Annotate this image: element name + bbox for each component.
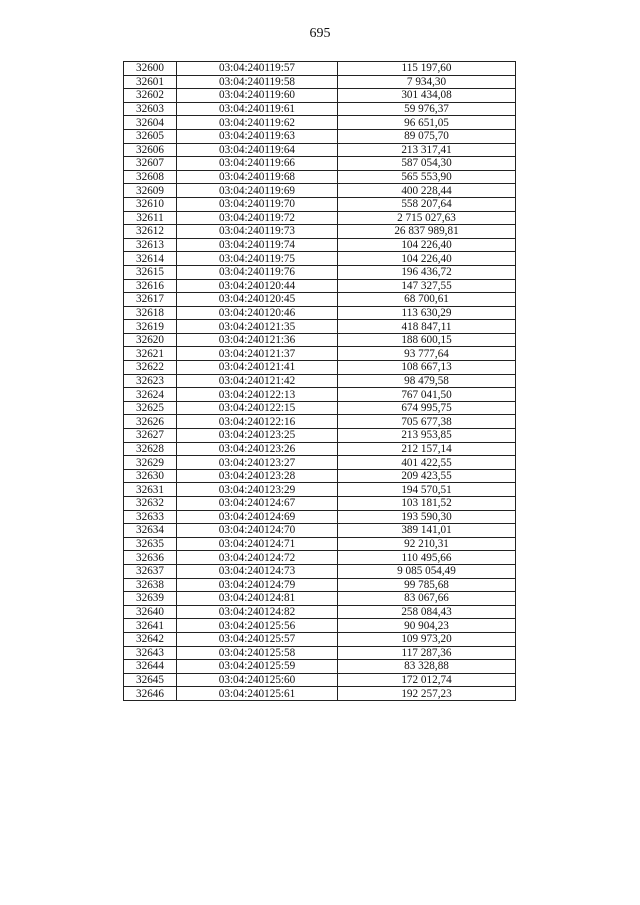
value-cell: 68 700,61 <box>338 293 516 307</box>
row-number-cell: 32641 <box>124 619 177 633</box>
cadastral-number-cell: 03:04:240119:70 <box>177 197 338 211</box>
table-row <box>124 687 516 701</box>
cadastral-value-table <box>123 61 516 701</box>
row-number-cell: 32624 <box>124 388 177 402</box>
cadastral-number-cell: 03:04:240123:28 <box>177 469 338 483</box>
value-cell: 418 847,11 <box>338 320 516 334</box>
cadastral-number-cell: 03:04:240123:25 <box>177 429 338 443</box>
table-row <box>124 605 516 619</box>
row-number-cell: 32618 <box>124 306 177 320</box>
value-cell: 400 228,44 <box>338 184 516 198</box>
value-cell: 212 157,14 <box>338 442 516 456</box>
table-row <box>124 619 516 633</box>
table-row <box>124 293 516 307</box>
value-cell: 147 327,55 <box>338 279 516 293</box>
cadastral-number-cell: 03:04:240124:71 <box>177 537 338 551</box>
table-row <box>124 157 516 171</box>
cadastral-number-cell: 03:04:240119:76 <box>177 265 338 279</box>
row-number-cell: 32621 <box>124 347 177 361</box>
value-cell: 83 067,66 <box>338 592 516 606</box>
row-number-cell: 32610 <box>124 197 177 211</box>
table-row <box>124 578 516 592</box>
row-number-cell: 32633 <box>124 510 177 524</box>
cadastral-number-cell: 03:04:240122:13 <box>177 388 338 402</box>
cadastral-number-cell: 03:04:240119:75 <box>177 252 338 266</box>
row-number-cell: 32619 <box>124 320 177 334</box>
value-cell: 90 904,23 <box>338 619 516 633</box>
cadastral-number-cell: 03:04:240119:73 <box>177 225 338 239</box>
table-row <box>124 333 516 347</box>
row-number-cell: 32634 <box>124 524 177 538</box>
value-cell: 558 207,64 <box>338 197 516 211</box>
table-row <box>124 524 516 538</box>
cadastral-number-cell: 03:04:240122:15 <box>177 401 338 415</box>
cadastral-number-cell: 03:04:240121:35 <box>177 320 338 334</box>
value-cell: 705 677,38 <box>338 415 516 429</box>
row-number-cell: 32637 <box>124 564 177 578</box>
row-number-cell: 32627 <box>124 429 177 443</box>
table-row <box>124 401 516 415</box>
row-number-cell: 32615 <box>124 265 177 279</box>
cadastral-number-cell: 03:04:240119:58 <box>177 75 338 89</box>
table-row <box>124 238 516 252</box>
table-row <box>124 265 516 279</box>
value-cell: 196 436,72 <box>338 265 516 279</box>
row-number-cell: 32644 <box>124 660 177 674</box>
table-row <box>124 75 516 89</box>
value-cell: 103 181,52 <box>338 497 516 511</box>
cadastral-number-cell: 03:04:240119:61 <box>177 102 338 116</box>
cadastral-number-cell: 03:04:240125:59 <box>177 660 338 674</box>
row-number-cell: 32645 <box>124 673 177 687</box>
value-cell: 92 210,31 <box>338 537 516 551</box>
value-cell: 587 054,30 <box>338 157 516 171</box>
value-cell: 565 553,90 <box>338 170 516 184</box>
value-cell: 2 715 027,63 <box>338 211 516 225</box>
cadastral-number-cell: 03:04:240119:66 <box>177 157 338 171</box>
row-number-cell: 32620 <box>124 333 177 347</box>
table-row <box>124 551 516 565</box>
table-row <box>124 170 516 184</box>
table-row <box>124 388 516 402</box>
table-row <box>124 592 516 606</box>
cadastral-number-cell: 03:04:240124:67 <box>177 497 338 511</box>
cadastral-number-cell: 03:04:240123:27 <box>177 456 338 470</box>
value-cell: 89 075,70 <box>338 129 516 143</box>
table-body <box>124 62 516 701</box>
table-row <box>124 143 516 157</box>
row-number-cell: 32636 <box>124 551 177 565</box>
table-row <box>124 279 516 293</box>
cadastral-number-cell: 03:04:240119:69 <box>177 184 338 198</box>
row-number-cell: 32631 <box>124 483 177 497</box>
table-row <box>124 510 516 524</box>
row-number-cell: 32611 <box>124 211 177 225</box>
cadastral-number-cell: 03:04:240124:79 <box>177 578 338 592</box>
cadastral-number-cell: 03:04:240124:73 <box>177 564 338 578</box>
value-cell: 96 651,05 <box>338 116 516 130</box>
table-row <box>124 62 516 76</box>
cadastral-number-cell: 03:04:240124:81 <box>177 592 338 606</box>
row-number-cell: 32642 <box>124 632 177 646</box>
value-cell: 98 479,58 <box>338 374 516 388</box>
value-cell: 99 785,68 <box>338 578 516 592</box>
page-number: 695 <box>309 26 331 41</box>
value-cell: 26 837 989,81 <box>338 225 516 239</box>
cadastral-number-cell: 03:04:240121:37 <box>177 347 338 361</box>
cadastral-number-cell: 03:04:240119:72 <box>177 211 338 225</box>
row-number-cell: 32604 <box>124 116 177 130</box>
row-number-cell: 32638 <box>124 578 177 592</box>
value-cell: 213 953,85 <box>338 429 516 443</box>
value-cell: 113 630,29 <box>338 306 516 320</box>
value-cell: 104 226,40 <box>338 238 516 252</box>
table-row <box>124 102 516 116</box>
table-row <box>124 497 516 511</box>
row-number-cell: 32625 <box>124 401 177 415</box>
cadastral-number-cell: 03:04:240119:60 <box>177 89 338 103</box>
row-number-cell: 32603 <box>124 102 177 116</box>
row-number-cell: 32630 <box>124 469 177 483</box>
cadastral-number-cell: 03:04:240120:45 <box>177 293 338 307</box>
cadastral-number-cell: 03:04:240119:64 <box>177 143 338 157</box>
cadastral-number-cell: 03:04:240123:29 <box>177 483 338 497</box>
row-number-cell: 32639 <box>124 592 177 606</box>
table-row <box>124 347 516 361</box>
table-row <box>124 252 516 266</box>
row-number-cell: 32607 <box>124 157 177 171</box>
value-cell: 209 423,55 <box>338 469 516 483</box>
table-row <box>124 129 516 143</box>
table-row <box>124 361 516 375</box>
row-number-cell: 32601 <box>124 75 177 89</box>
value-cell: 194 570,51 <box>338 483 516 497</box>
row-number-cell: 32646 <box>124 687 177 701</box>
cadastral-number-cell: 03:04:240125:60 <box>177 673 338 687</box>
row-number-cell: 32629 <box>124 456 177 470</box>
cadastral-number-cell: 03:04:240123:26 <box>177 442 338 456</box>
value-cell: 213 317,41 <box>338 143 516 157</box>
value-cell: 110 495,66 <box>338 551 516 565</box>
table-row <box>124 211 516 225</box>
cadastral-number-cell: 03:04:240120:46 <box>177 306 338 320</box>
row-number-cell: 32622 <box>124 361 177 375</box>
row-number-cell: 32605 <box>124 129 177 143</box>
table-row <box>124 442 516 456</box>
table-row <box>124 320 516 334</box>
value-cell: 258 084,43 <box>338 605 516 619</box>
row-number-cell: 32643 <box>124 646 177 660</box>
value-cell: 7 934,30 <box>338 75 516 89</box>
row-number-cell: 32613 <box>124 238 177 252</box>
table-row <box>124 184 516 198</box>
value-cell: 767 041,50 <box>338 388 516 402</box>
cadastral-number-cell: 03:04:240120:44 <box>177 279 338 293</box>
cadastral-number-cell: 03:04:240125:58 <box>177 646 338 660</box>
table-row <box>124 469 516 483</box>
row-number-cell: 32626 <box>124 415 177 429</box>
table-row <box>124 646 516 660</box>
row-number-cell: 32635 <box>124 537 177 551</box>
cadastral-number-cell: 03:04:240121:36 <box>177 333 338 347</box>
cadastral-number-cell: 03:04:240121:42 <box>177 374 338 388</box>
value-cell: 193 590,30 <box>338 510 516 524</box>
table-row <box>124 197 516 211</box>
table-row <box>124 374 516 388</box>
row-number-cell: 32623 <box>124 374 177 388</box>
row-number-cell: 32628 <box>124 442 177 456</box>
row-number-cell: 32616 <box>124 279 177 293</box>
row-number-cell: 32600 <box>124 62 177 76</box>
cadastral-number-cell: 03:04:240124:82 <box>177 605 338 619</box>
cadastral-number-cell: 03:04:240119:63 <box>177 129 338 143</box>
table-row <box>124 306 516 320</box>
value-cell: 401 422,55 <box>338 456 516 470</box>
cadastral-number-cell: 03:04:240125:56 <box>177 619 338 633</box>
row-number-cell: 32640 <box>124 605 177 619</box>
cadastral-number-cell: 03:04:240119:74 <box>177 238 338 252</box>
table-row <box>124 89 516 103</box>
table-row <box>124 116 516 130</box>
row-number-cell: 32602 <box>124 89 177 103</box>
value-cell: 188 600,15 <box>338 333 516 347</box>
cadastral-number-cell: 03:04:240119:57 <box>177 62 338 76</box>
value-cell: 192 257,23 <box>338 687 516 701</box>
cadastral-number-cell: 03:04:240122:16 <box>177 415 338 429</box>
table-row <box>124 225 516 239</box>
table-row <box>124 456 516 470</box>
cadastral-number-cell: 03:04:240124:72 <box>177 551 338 565</box>
table-row <box>124 415 516 429</box>
table-row <box>124 429 516 443</box>
cadastral-number-cell: 03:04:240121:41 <box>177 361 338 375</box>
value-cell: 301 434,08 <box>338 89 516 103</box>
value-cell: 117 287,36 <box>338 646 516 660</box>
value-cell: 674 995,75 <box>338 401 516 415</box>
cadastral-number-cell: 03:04:240119:62 <box>177 116 338 130</box>
table-row <box>124 632 516 646</box>
row-number-cell: 32614 <box>124 252 177 266</box>
table-row <box>124 537 516 551</box>
value-cell: 115 197,60 <box>338 62 516 76</box>
value-cell: 83 328,88 <box>338 660 516 674</box>
value-cell: 172 012,74 <box>338 673 516 687</box>
row-number-cell: 32617 <box>124 293 177 307</box>
table-row <box>124 660 516 674</box>
value-cell: 104 226,40 <box>338 252 516 266</box>
table-row <box>124 564 516 578</box>
row-number-cell: 32612 <box>124 225 177 239</box>
value-cell: 109 973,20 <box>338 632 516 646</box>
value-cell: 93 777,64 <box>338 347 516 361</box>
row-number-cell: 32606 <box>124 143 177 157</box>
row-number-cell: 32632 <box>124 497 177 511</box>
cadastral-number-cell: 03:04:240119:68 <box>177 170 338 184</box>
cadastral-number-cell: 03:04:240125:61 <box>177 687 338 701</box>
cadastral-number-cell: 03:04:240124:70 <box>177 524 338 538</box>
value-cell: 389 141,01 <box>338 524 516 538</box>
value-cell: 9 085 054,49 <box>338 564 516 578</box>
table-row <box>124 673 516 687</box>
cadastral-number-cell: 03:04:240125:57 <box>177 632 338 646</box>
row-number-cell: 32609 <box>124 184 177 198</box>
cadastral-number-cell: 03:04:240124:69 <box>177 510 338 524</box>
row-number-cell: 32608 <box>124 170 177 184</box>
value-cell: 59 976,37 <box>338 102 516 116</box>
value-cell: 108 667,13 <box>338 361 516 375</box>
table-row <box>124 483 516 497</box>
